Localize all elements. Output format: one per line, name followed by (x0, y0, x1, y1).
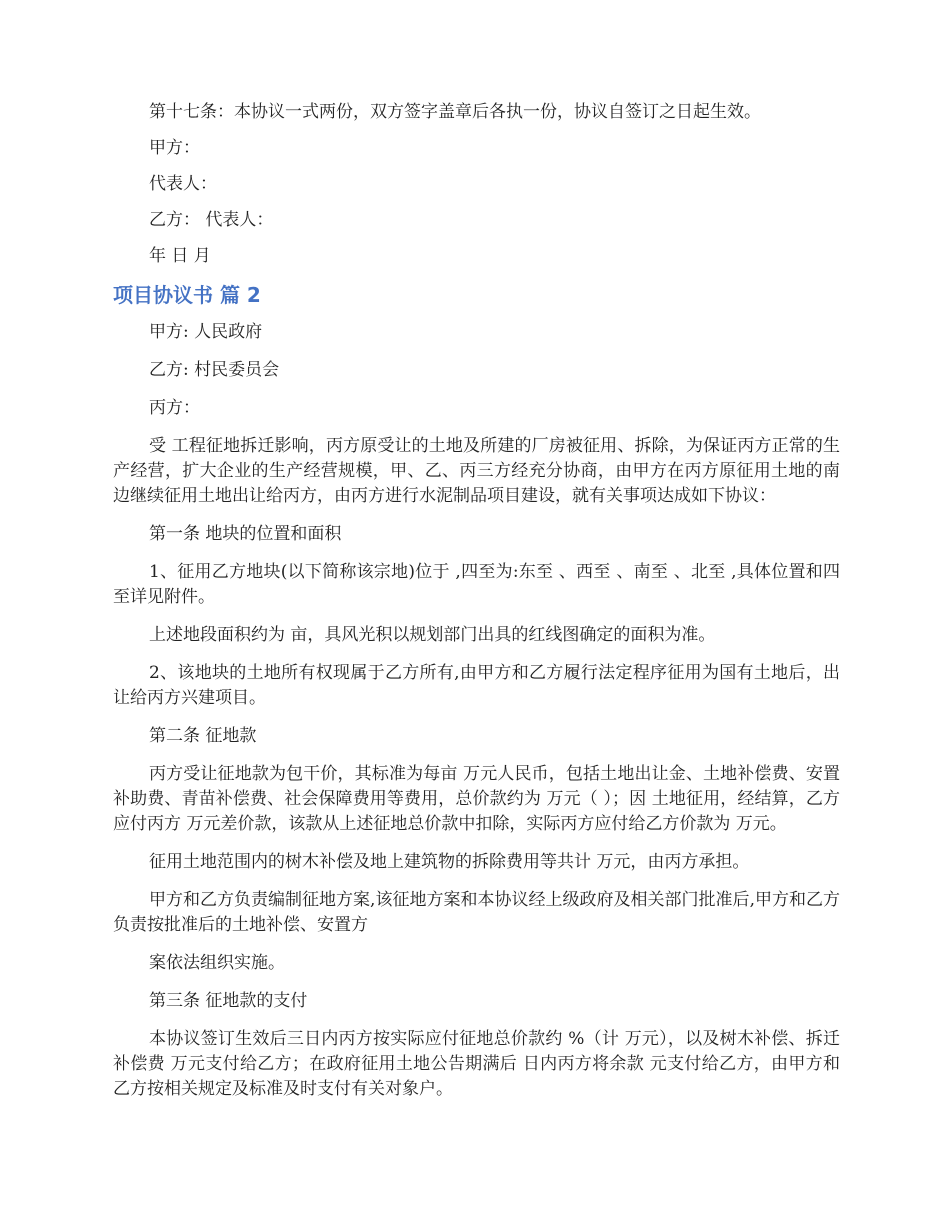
paragraph-1-2: 2、该地块的土地所有权现属于乙方所有,由甲方和乙方履行法定程序征用为国有土地后，出让给丙方兴建项目。 (113, 663, 840, 708)
paragraph-area: 上述地段面积约为 亩，具风光积以规划部门出具的红线图确定的面积为准。 (149, 625, 716, 645)
paragraph-article-17: 第十七条：本协议一式两份，双方签字盖章后各执一份，协议自签订之日起生效。 (149, 102, 761, 122)
section-heading: 项目协议书 篇 2 (113, 283, 261, 307)
article-1-title: 第一条 地块的位置和面积 (149, 524, 342, 544)
article-2-title: 第二条 征地款 (149, 726, 257, 746)
paragraph-tree-compensation: 征用土地范围内的树木补偿及地上建筑物的拆除费用等共计 万元，由丙方承担。 (149, 852, 750, 872)
document-page (113, 100, 840, 1115)
paragraph-plan-cont: 案依法组织实施。 (149, 953, 285, 973)
party-b-line: 乙方: 村民委员会 (149, 360, 280, 380)
article-3-title: 第三条 征地款的支付 (149, 991, 308, 1011)
signature-representative: 代表人： (149, 174, 217, 194)
paragraph-1-1: 1、征用乙方地块(以下简称该宗地)位于 ,四至为:东至 、西至 、南至 、北至 ,具体位置和四至详见附件。 (113, 562, 840, 607)
signature-date: 年 日 月 (149, 246, 211, 266)
party-a-line: 甲方: 人民政府 (149, 322, 263, 342)
paragraph-payment-standard: 丙方受让征地款为包干价，其标准为每亩 万元人民币，包括土地出让金、土地补偿费、安置补助费、青苗补偿费、社会保障费用等费用，总价款约为 万元（ ）；因 土地征用，经结算，乙方应付丙方 万元差价款，该款从上述征地总价款中扣除，实际丙方应付给乙方价款为 万元。 (113, 764, 840, 834)
paragraph-preamble: 受 工程征地拆迁影响，丙方原受让的土地及所建的厂房被征用、拆除，为保证丙方正常的生产经营，扩大企业的生产经营规模，甲、乙、丙三方经充分协商，由甲方在丙方原征用土地的南边继续征用土地出让给丙方，由丙方进行水泥制品项目建设，就有关事项达成如下协议： (113, 436, 840, 506)
signature-party-b: 乙方： 代表人： (149, 210, 274, 230)
party-c-line: 丙方： (149, 398, 200, 418)
signature-party-a: 甲方： (149, 138, 200, 158)
paragraph-payment-schedule: 本协议签订生效后三日内丙方按实际应付征地总价款约 %（计 万元），以及树木补偿、拆迁补偿费 万元支付给乙方；在政府征用土地公告期满后 日内丙方将余款 元支付给乙方，由甲方和乙方按相关规定及标准及时支付有关对象户。 (113, 1029, 840, 1099)
paragraph-plan: 甲方和乙方负责编制征地方案,该征地方案和本协议经上级政府及相关部门批准后,甲方和乙方负责按批准后的土地补偿、安置方 (113, 890, 840, 935)
